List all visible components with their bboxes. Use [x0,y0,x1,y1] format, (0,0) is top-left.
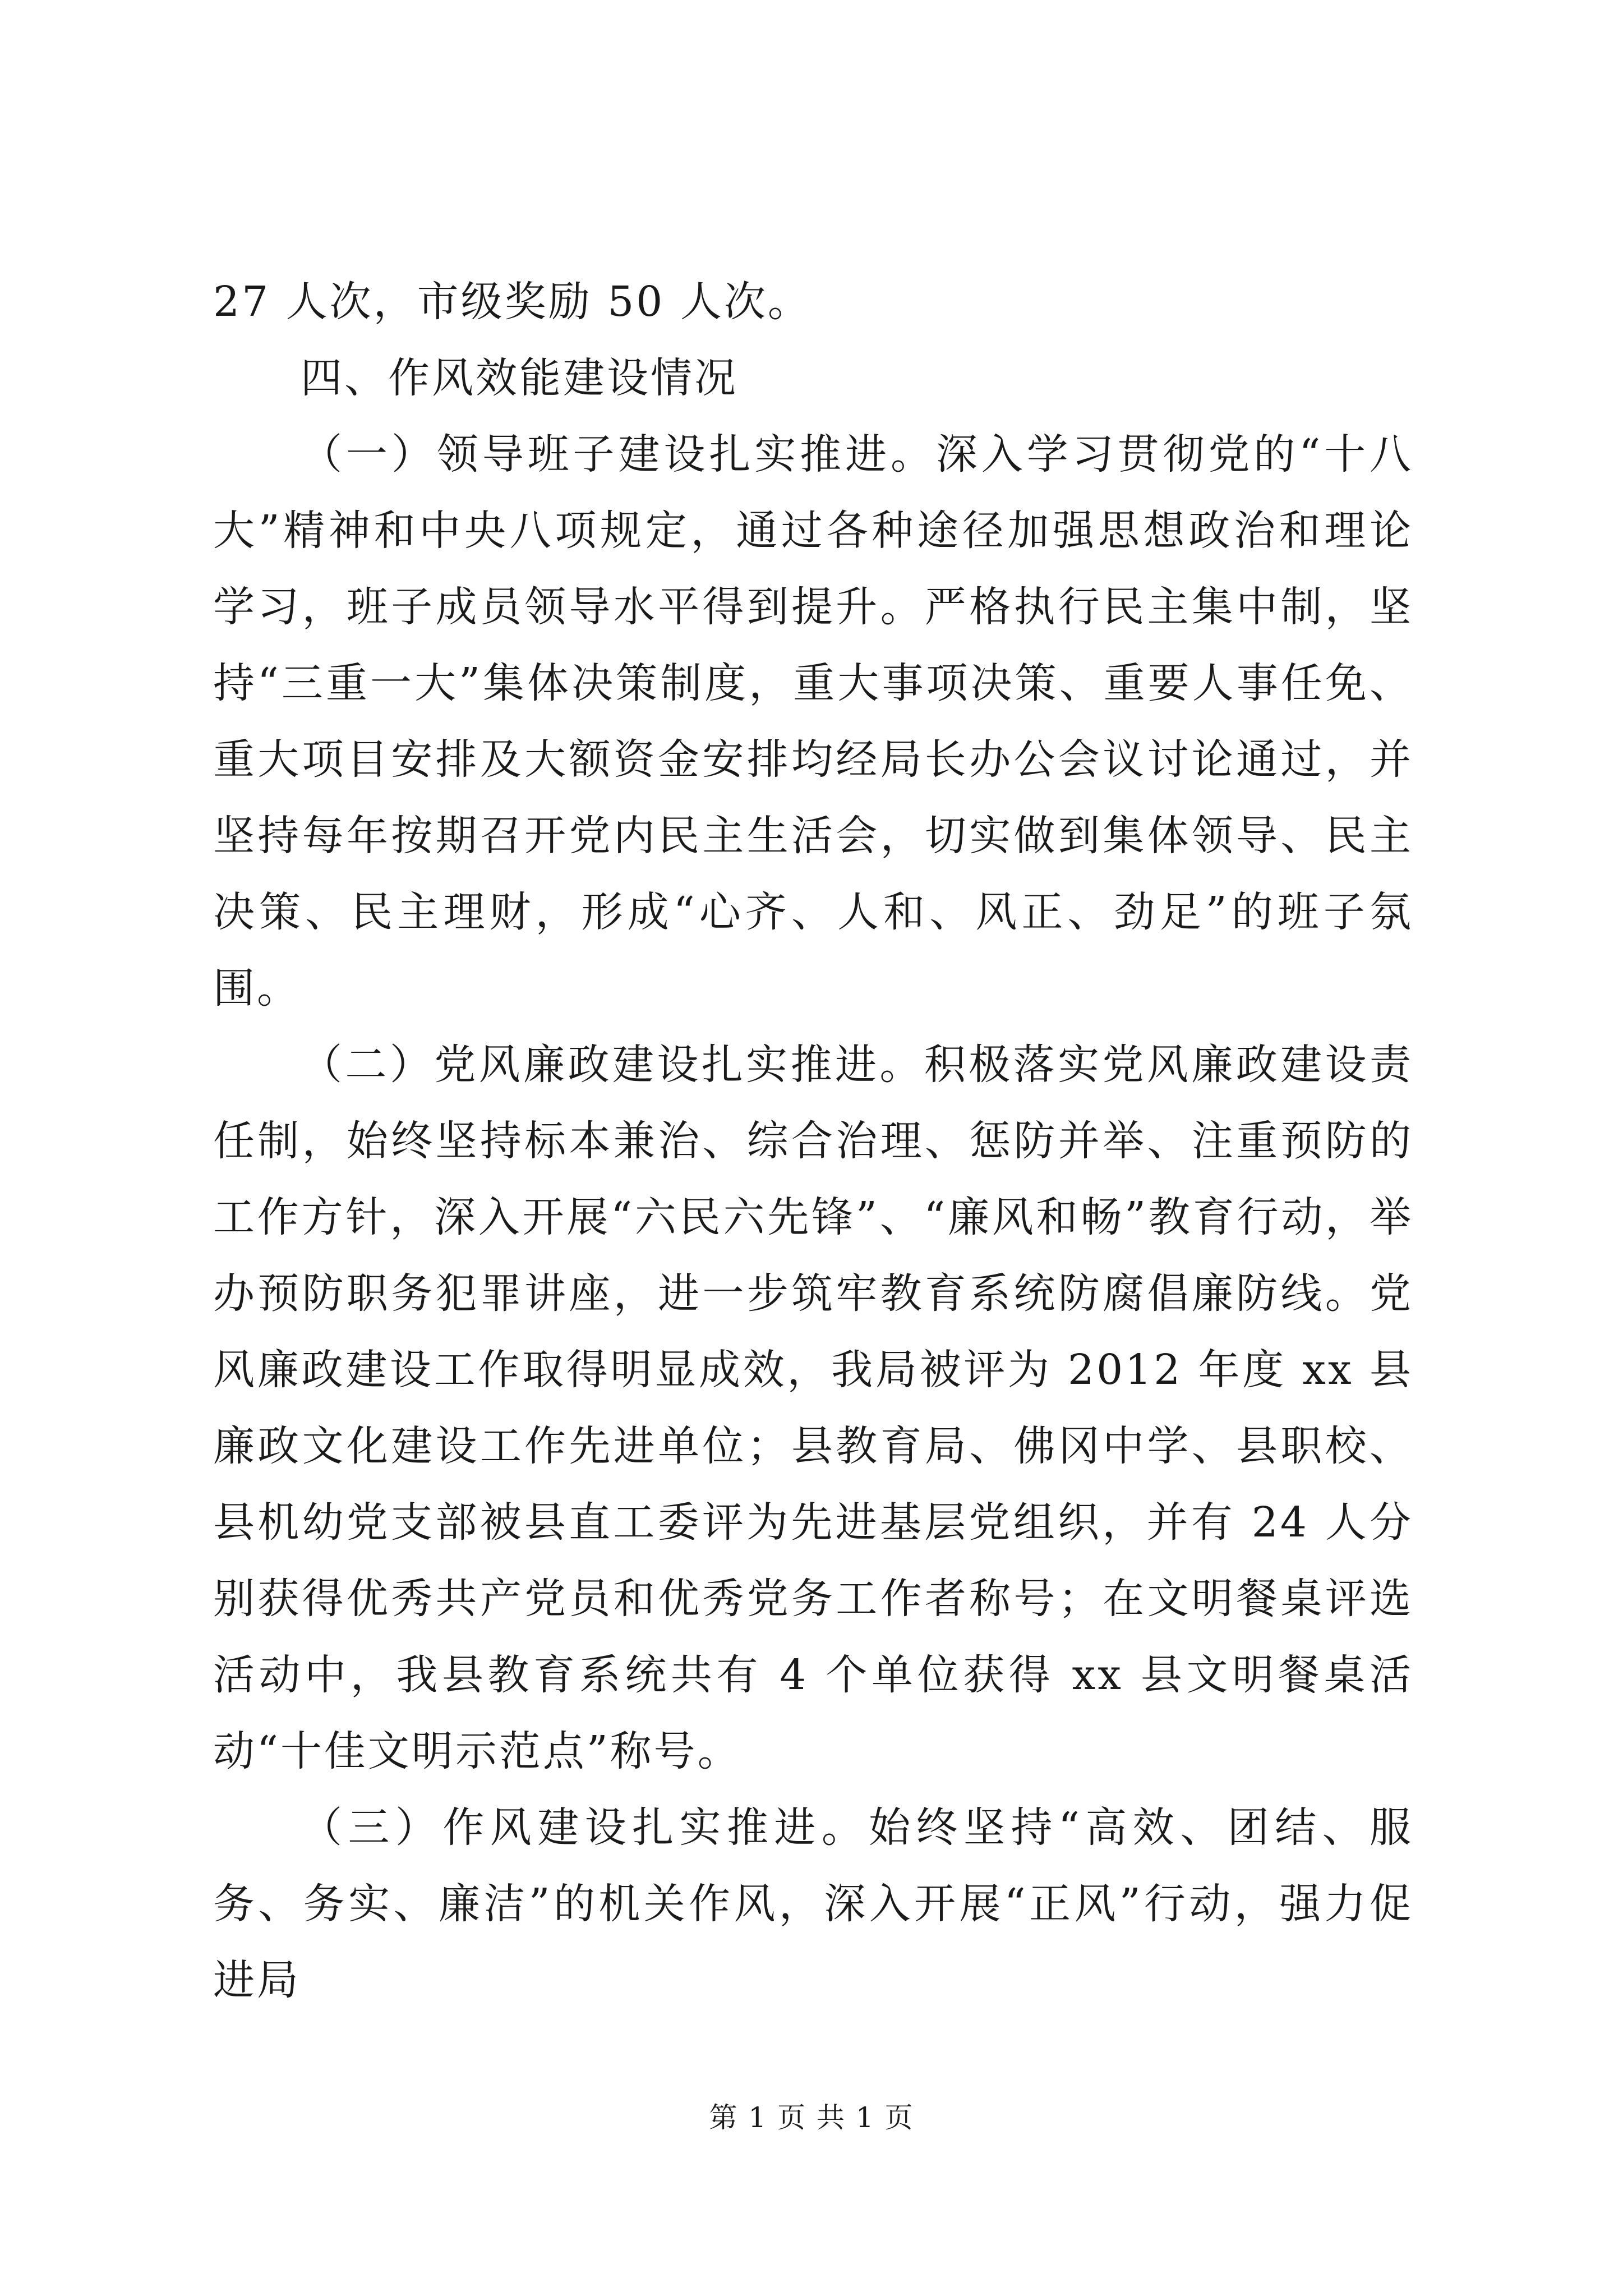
paragraph-leadership: （一）领导班子建设扎实推进。深入学习贯彻党的“十八大”精神和中央八项规定，通过各种途径加强思想政治和理论学习，班子成员领导水平得到提升。严格执行民主集中制，坚持“三重一大”集体决策制度，重大事项决策、重要人事任免、重大项目安排及大额资金安排均经局长办公会议讨论通过，并坚持每年按期召开党内民主生活会，切实做到集体领导、民主决策、民主理财，形成“心齐、人和、风正、劲足”的班子氛围。 [213,430,1413,1013]
paragraph-integrity: （二）党风廉政建设扎实推进。积极落实党风廉政建设责任制，始终坚持标本兼治、综合治理、惩防并举、注重预防的工作方针，深入开展“六民六先锋”、“廉风和畅”教育行动，举办预防职务犯罪讲座，进一步筑牢教育系统防腐倡廉防线。党风廉政建设工作取得明显成效，我局被评为 2012 年度 xx 县廉政文化建设工作先进单位；县教育局、佛冈中学、县职校、县机幼党支部被县直工委评为先进基层党组织，并有 24 人分别获得优秀共产党员和优秀党务工作者称号；在文明餐桌评选活动中，我县教育系统共有 4 个单位获得 xx 县文明餐桌活动“十佳文明示范点”称号。 [213,1041,1413,1775]
paragraph-continuation: 27 人次，市级奖励 50 人次。 [213,278,811,326]
document-body [213,264,1413,2018]
section-heading: 四、作风效能建设情况 [301,354,738,402]
paragraph-work-style: （三）作风建设扎实推进。始终坚持“高效、团结、服务、务实、廉洁”的机关作风，深入开展“正风”行动，强力促进局 [213,1803,1413,2004]
page-footer: 第 1 页 共 1 页 [709,2101,914,2134]
